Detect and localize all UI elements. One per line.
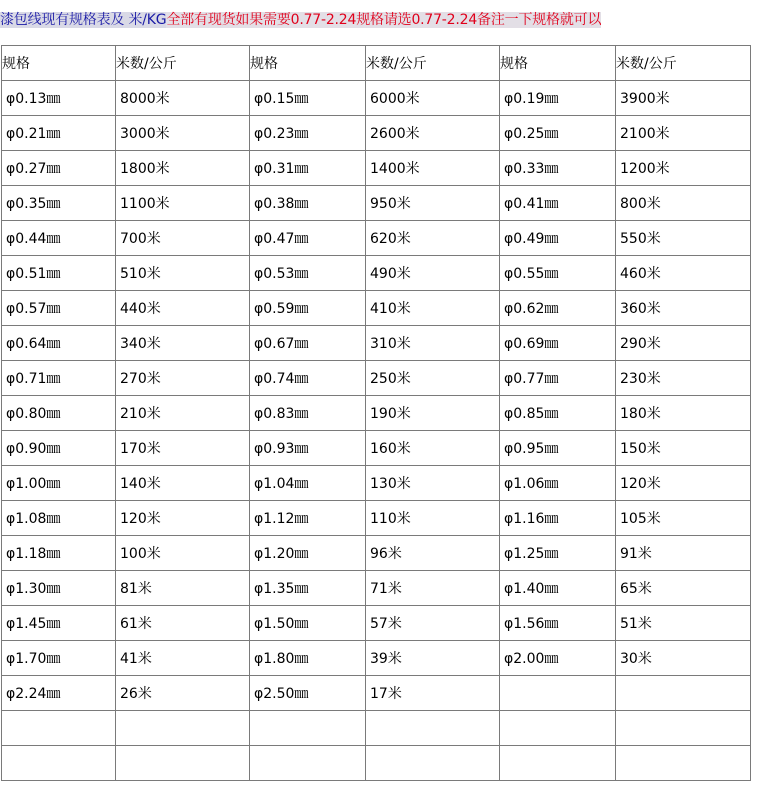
- length-cell: 440米: [116, 291, 250, 326]
- table-row: [2, 536, 751, 571]
- length-cell: 210米: [116, 396, 250, 431]
- spec-cell: φ1.40㎜: [500, 571, 616, 606]
- spec-cell: [2, 746, 116, 781]
- spec-cell: [500, 676, 616, 711]
- spec-cell: φ1.56㎜: [500, 606, 616, 641]
- spec-cell: φ0.53㎜: [250, 256, 366, 291]
- length-cell: 2100米: [616, 116, 751, 151]
- column-header: 规格: [500, 46, 616, 81]
- spec-cell: φ1.16㎜: [500, 501, 616, 536]
- spec-cell: φ2.24㎜: [2, 676, 116, 711]
- length-cell: [116, 711, 250, 746]
- length-cell: [616, 676, 751, 711]
- heading-text-range: 0.77-2.24: [290, 12, 357, 28]
- spec-cell: φ1.30㎜: [2, 571, 116, 606]
- spec-cell: φ1.12㎜: [250, 501, 366, 536]
- table-row: [2, 186, 751, 221]
- spec-cell: φ0.38㎜: [250, 186, 366, 221]
- spec-cell: φ0.13㎜: [2, 81, 116, 116]
- spec-cell: φ1.04㎜: [250, 466, 366, 501]
- table-row: [2, 151, 751, 186]
- spec-cell: φ1.20㎜: [250, 536, 366, 571]
- spec-cell: φ2.50㎜: [250, 676, 366, 711]
- table-row: [2, 221, 751, 256]
- length-cell: 410米: [366, 291, 500, 326]
- spec-table: [1, 45, 751, 781]
- spec-cell: φ0.31㎜: [250, 151, 366, 186]
- spec-cell: φ0.57㎜: [2, 291, 116, 326]
- table-row: [2, 396, 751, 431]
- length-cell: 550米: [616, 221, 751, 256]
- heading-text-intro: 漆包线现有规格表及 米/: [0, 12, 147, 28]
- spec-cell: φ0.93㎜: [250, 431, 366, 466]
- heading-text-unit: KG: [146, 12, 167, 28]
- spec-cell: φ0.25㎜: [500, 116, 616, 151]
- table-row: [2, 116, 751, 151]
- table-row: [2, 641, 751, 676]
- length-cell: 120米: [616, 466, 751, 501]
- length-cell: 130米: [366, 466, 500, 501]
- table-row: [2, 326, 751, 361]
- length-cell: 81米: [116, 571, 250, 606]
- length-cell: 39米: [366, 641, 500, 676]
- spec-cell: φ0.71㎜: [2, 361, 116, 396]
- page-heading: [0, 9, 601, 31]
- length-cell: 96米: [366, 536, 500, 571]
- spec-cell: φ1.35㎜: [250, 571, 366, 606]
- length-cell: 150米: [616, 431, 751, 466]
- length-cell: 30米: [616, 641, 751, 676]
- length-cell: 91米: [616, 536, 751, 571]
- length-cell: 41米: [116, 641, 250, 676]
- spec-cell: φ1.18㎜: [2, 536, 116, 571]
- spec-cell: φ1.50㎜: [250, 606, 366, 641]
- spec-cell: φ0.47㎜: [250, 221, 366, 256]
- length-cell: 460米: [616, 256, 751, 291]
- spec-cell: φ2.00㎜: [500, 641, 616, 676]
- spec-cell: [500, 746, 616, 781]
- spec-cell: φ0.69㎜: [500, 326, 616, 361]
- spec-cell: φ0.59㎜: [250, 291, 366, 326]
- length-cell: 250米: [366, 361, 500, 396]
- spec-cell: φ0.80㎜: [2, 396, 116, 431]
- column-header: 米数/公斤: [616, 46, 751, 81]
- table-row: [2, 501, 751, 536]
- length-cell: 510米: [116, 256, 250, 291]
- table-row: [2, 466, 751, 501]
- length-cell: 180米: [616, 396, 751, 431]
- heading-text-choose: 规格请选: [356, 12, 412, 28]
- length-cell: [616, 711, 751, 746]
- spec-cell: φ0.83㎜: [250, 396, 366, 431]
- length-cell: 360米: [616, 291, 751, 326]
- length-cell: 17米: [366, 676, 500, 711]
- spec-cell: φ0.90㎜: [2, 431, 116, 466]
- length-cell: 1400米: [366, 151, 500, 186]
- length-cell: [366, 746, 500, 781]
- spec-cell: φ1.25㎜: [500, 536, 616, 571]
- length-cell: [116, 746, 250, 781]
- length-cell: 270米: [116, 361, 250, 396]
- length-cell: 340米: [116, 326, 250, 361]
- heading-text-range-2: 0.77-2.24: [411, 12, 478, 28]
- length-cell: 160米: [366, 431, 500, 466]
- column-header: 米数/公斤: [366, 46, 500, 81]
- spec-cell: [2, 711, 116, 746]
- length-cell: [366, 711, 500, 746]
- spec-cell: φ1.70㎜: [2, 641, 116, 676]
- length-cell: 110米: [366, 501, 500, 536]
- length-cell: 620米: [366, 221, 500, 256]
- spec-cell: φ0.15㎜: [250, 81, 366, 116]
- spec-cell: φ0.23㎜: [250, 116, 366, 151]
- spec-cell: φ0.55㎜: [500, 256, 616, 291]
- length-cell: 170米: [116, 431, 250, 466]
- length-cell: 8000米: [116, 81, 250, 116]
- spec-cell: φ1.06㎜: [500, 466, 616, 501]
- spec-cell: φ0.21㎜: [2, 116, 116, 151]
- length-cell: 140米: [116, 466, 250, 501]
- length-cell: 950米: [366, 186, 500, 221]
- spec-cell: φ0.85㎜: [500, 396, 616, 431]
- spec-cell: [250, 711, 366, 746]
- length-cell: [616, 746, 751, 781]
- length-cell: 65米: [616, 571, 751, 606]
- length-cell: 490米: [366, 256, 500, 291]
- spec-cell: [250, 746, 366, 781]
- spec-cell: φ0.51㎜: [2, 256, 116, 291]
- heading-text-stock: 全部有现货如果需要: [166, 12, 291, 28]
- spec-cell: φ0.74㎜: [250, 361, 366, 396]
- table-row: [2, 746, 751, 781]
- table-row: [2, 571, 751, 606]
- spec-cell: φ0.64㎜: [2, 326, 116, 361]
- length-cell: 105米: [616, 501, 751, 536]
- length-cell: 71米: [366, 571, 500, 606]
- spec-cell: φ0.44㎜: [2, 221, 116, 256]
- column-header: 规格: [250, 46, 366, 81]
- spec-cell: φ0.35㎜: [2, 186, 116, 221]
- table-row: [2, 606, 751, 641]
- spec-cell: φ0.67㎜: [250, 326, 366, 361]
- table-row: [2, 431, 751, 466]
- table-row: [2, 291, 751, 326]
- length-cell: 57米: [366, 606, 500, 641]
- spec-cell: φ0.41㎜: [500, 186, 616, 221]
- length-cell: 51米: [616, 606, 751, 641]
- length-cell: 61米: [116, 606, 250, 641]
- spec-cell: φ0.49㎜: [500, 221, 616, 256]
- spec-cell: φ0.19㎜: [500, 81, 616, 116]
- table-row: [2, 256, 751, 291]
- length-cell: 310米: [366, 326, 500, 361]
- length-cell: 290米: [616, 326, 751, 361]
- length-cell: 100米: [116, 536, 250, 571]
- spec-cell: φ1.00㎜: [2, 466, 116, 501]
- spec-cell: φ0.62㎜: [500, 291, 616, 326]
- length-cell: 700米: [116, 221, 250, 256]
- spec-cell: φ0.27㎜: [2, 151, 116, 186]
- column-header: 规格: [2, 46, 116, 81]
- table-row: [2, 711, 751, 746]
- spec-cell: φ0.95㎜: [500, 431, 616, 466]
- spec-cell: φ0.33㎜: [500, 151, 616, 186]
- length-cell: 1200米: [616, 151, 751, 186]
- length-cell: 230米: [616, 361, 751, 396]
- spec-cell: φ1.45㎜: [2, 606, 116, 641]
- column-header: 米数/公斤: [116, 46, 250, 81]
- length-cell: 1800米: [116, 151, 250, 186]
- length-cell: 1100米: [116, 186, 250, 221]
- length-cell: 190米: [366, 396, 500, 431]
- length-cell: 800米: [616, 186, 751, 221]
- table-row: [2, 361, 751, 396]
- length-cell: 3900米: [616, 81, 751, 116]
- length-cell: 6000米: [366, 81, 500, 116]
- table-row: [2, 81, 751, 116]
- heading-text-note: 备注一下规格就可以: [477, 12, 602, 28]
- length-cell: 120米: [116, 501, 250, 536]
- length-cell: 3000米: [116, 116, 250, 151]
- length-cell: 2600米: [366, 116, 500, 151]
- table-header-row: [2, 46, 751, 81]
- length-cell: 26米: [116, 676, 250, 711]
- spec-cell: φ1.08㎜: [2, 501, 116, 536]
- spec-cell: φ1.80㎜: [250, 641, 366, 676]
- table-row: [2, 676, 751, 711]
- spec-cell: φ0.77㎜: [500, 361, 616, 396]
- spec-cell: [500, 711, 616, 746]
